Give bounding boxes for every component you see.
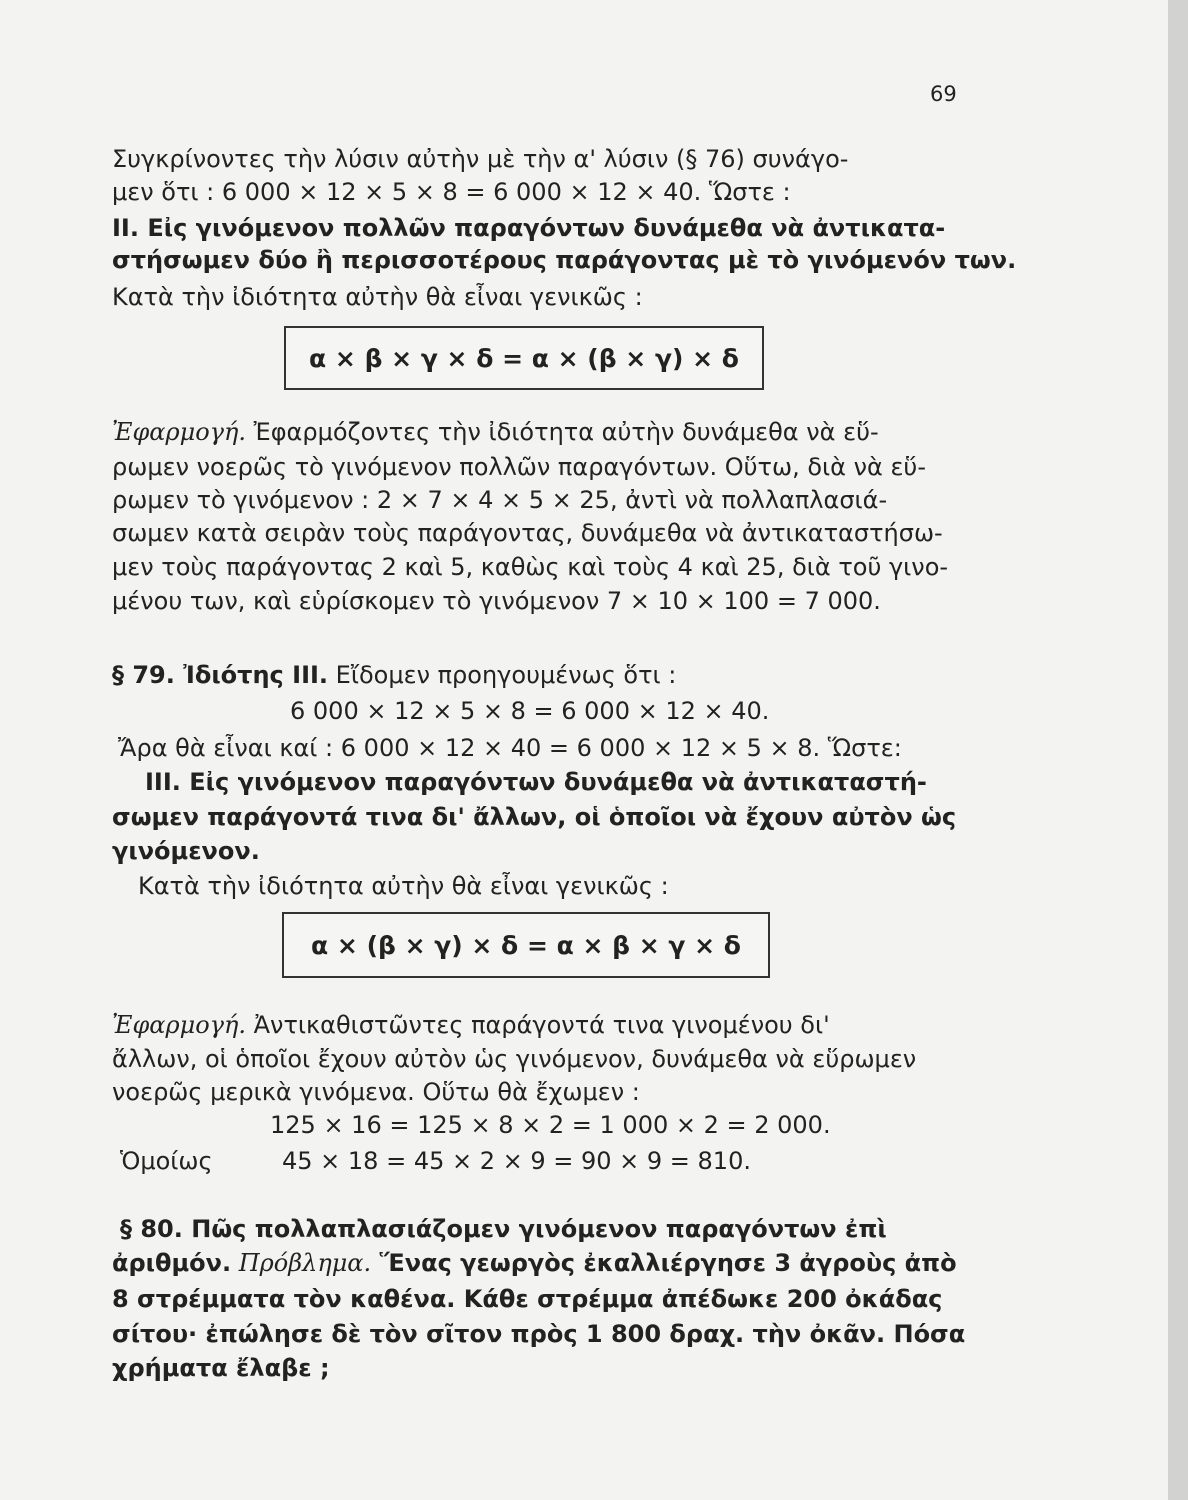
- rule2-line2: στήσωμεν δύο ἢ περισσοτέρους παράγοντας μὲ τὸ γινόμενόν των.: [112, 246, 1017, 274]
- application2-line2: ἄλλων, οἱ ὁποῖοι ἔχουν αὐτὸν ὡς γινόμενον, δυνάμεθα νὰ εὕρωμεν: [112, 1045, 917, 1073]
- application1-line1: [112, 417, 879, 447]
- section79-heading: § 79. Ἰδιότης III.: [112, 661, 329, 689]
- formula-box-1: [284, 326, 764, 390]
- formula-1: α × β × γ × δ = α × (β × γ) × δ: [309, 343, 739, 373]
- application1-line2: ρωμεν νοερῶς τὸ γινόμενον πολλῶν παραγόντων. Οὕτω, διὰ νὰ εὕ-: [112, 453, 926, 481]
- application1-line5: μεν τοὺς παράγοντας 2 καὶ 5, καθὼς καὶ τοὺς 4 καὶ 25, διὰ τοῦ γινο-: [112, 553, 949, 581]
- application2-equation-2: 45 × 18 = 45 × 2 × 9 = 90 × 9 = 810.: [282, 1147, 751, 1175]
- page-number: 69: [930, 82, 957, 106]
- formula-box-2: [282, 912, 770, 978]
- section80-line2-text: Ἕνας γεωργὸς ἐκαλλιέργησε 3 ἀγροὺς ἀπὸ: [371, 1249, 957, 1277]
- paragraph1-line1: Συγκρίνοντες τὴν λύσιν αὐτὴν μὲ τὴν α' λύσιν (§ 76) συνάγο-: [112, 145, 849, 173]
- application2-line1-text: Ἀντικαθιστῶντες παράγοντά τινα γινομένου δι': [246, 1011, 830, 1039]
- rule3-line2: σωμεν παράγοντά τινα δι' ἄλλων, οἱ ὁποῖοι νὰ ἔχουν αὐτὸν ὡς: [112, 803, 957, 831]
- section80-line1: § 80. Πῶς πολλαπλασιάζομεν γινόμενον παραγόντων ἐπὶ: [120, 1215, 887, 1243]
- section79-heading-text: Εἴδομεν προηγουμένως ὅτι :: [328, 661, 677, 689]
- application2-line1: [112, 1010, 830, 1040]
- section79-equation: 6 000 × 12 × 5 × 8 = 6 000 × 12 × 40.: [290, 697, 770, 725]
- paragraph1-line2: μεν ὅτι : 6 000 × 12 × 5 × 8 = 6 000 × 12 × 40. Ὥστε :: [112, 178, 791, 206]
- section79-ara-line: Ἄρα θὰ εἶναι καί : 6 000 × 12 × 40 = 6 000 × 12 × 5 × 8. Ὥστε:: [118, 734, 902, 762]
- section79-heading-line: [112, 660, 676, 690]
- section80-arithmon: ἀριθμόν.: [112, 1249, 232, 1277]
- application1-line4: σωμεν κατὰ σειρὰν τοὺς παράγοντας, δυνάμεθα νὰ ἀντικαταστήσω-: [112, 519, 943, 547]
- application1-line6: μένου των, καὶ εὑρίσκομεν τὸ γινόμενον 7 × 10 × 100 = 7 000.: [112, 587, 881, 615]
- application1-label: Ἐφαρμογή.: [112, 418, 246, 446]
- section80-problem-label: Πρόβλημα.: [231, 1249, 372, 1277]
- section80-line3: 8 στρέμματα τὸν καθένα. Κάθε στρέμμα ἀπέδωκε 200 ὀκάδας: [112, 1285, 943, 1313]
- page-edge: [1168, 0, 1188, 1500]
- rule2-line1: II. Εἰς γινόμενον πολλῶν παραγόντων δυνάμεθα νὰ ἀντικατα-: [112, 214, 946, 242]
- application2-equation-1: 125 × 16 = 125 × 8 × 2 = 1 000 × 2 = 2 000.: [270, 1111, 831, 1139]
- application2-line3: νοερῶς μερικὰ γινόμενα. Οὕτω θὰ ἔχωμεν :: [112, 1078, 640, 1106]
- rule3-line3: γινόμενον.: [112, 837, 260, 865]
- section80-line4: σίτου· ἐπώλησε δὲ τὸν σῖτον πρὸς 1 800 δραχ. τὴν ὀκᾶν. Πόσα: [112, 1320, 966, 1348]
- rule3-line1: III. Εἰς γινόμενον παραγόντων δυνάμεθα νὰ ἀντικαταστή-: [145, 768, 927, 796]
- general-statement-2: Κατὰ τὴν ἰδιότητα αὐτὴν θὰ εἶναι γενικῶς :: [138, 872, 669, 900]
- application2-label: Ἐφαρμογή.: [112, 1011, 246, 1039]
- formula-2: α × (β × γ) × δ = α × β × γ × δ: [311, 930, 741, 960]
- application1-line3: ρωμεν τὸ γινόμενον : 2 × 7 × 4 × 5 × 25, ἀντὶ νὰ πολλαπλασιά-: [112, 486, 888, 514]
- section80-line2: [112, 1248, 957, 1278]
- application2-homoios: Ὁμοίως: [120, 1147, 213, 1175]
- general-statement-1: Κατὰ τὴν ἰδιότητα αὐτὴν θὰ εἶναι γενικῶς :: [112, 283, 643, 311]
- application1-line1-text: Ἐφαρμόζοντες τὴν ἰδιότητα αὐτὴν δυνάμεθα νὰ εὕ-: [246, 418, 879, 446]
- section80-line5: χρήματα ἔλαβε ;: [112, 1354, 330, 1382]
